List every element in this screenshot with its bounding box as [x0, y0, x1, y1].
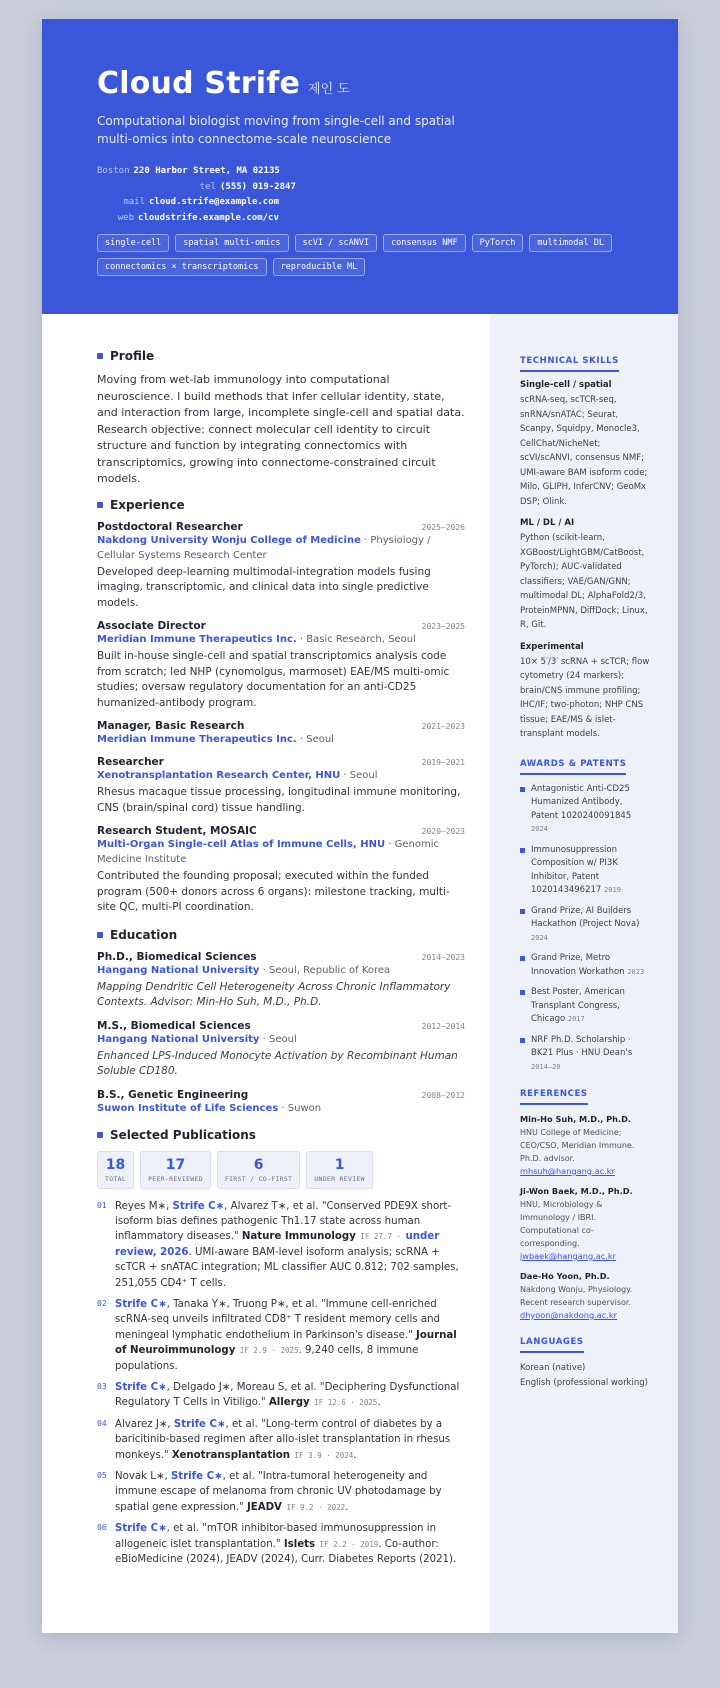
publication-stat: [97, 1151, 134, 1189]
publication-number: 04: [97, 1418, 107, 1428]
entry-title: Ph.D., Biomedical Sciences: [97, 950, 257, 963]
entry-header: [97, 1089, 465, 1101]
reference-affiliation: HNU College of Medicine; CEO/CSO, Meridian Immune. Ph.D. advisor.: [520, 1128, 635, 1163]
skills-list: [520, 380, 650, 742]
award-item: [520, 783, 650, 837]
entry-date: 2019–2021: [421, 758, 465, 767]
entry-date: 2012–2014: [421, 1021, 465, 1031]
award-year: 2023: [627, 967, 645, 976]
journal-name: Nature Immunology: [241, 1231, 356, 1243]
publication-citation: [115, 1469, 465, 1515]
award-item: [520, 844, 650, 898]
impact-factor: IF 12.6 · 2025: [309, 1398, 378, 1408]
award-item: [520, 905, 650, 946]
skill-group-title: Single-cell / spatial: [520, 380, 612, 390]
entry-organization-line: [97, 632, 465, 647]
award-item: [520, 952, 650, 979]
square-bullet-icon: [520, 848, 525, 853]
award-item: [520, 1034, 650, 1075]
entry-location: · Seoul: [340, 770, 378, 781]
entry-location: · Seoul: [296, 734, 334, 745]
reference-name: Ji-Won Baek, M.D., Ph.D.: [520, 1186, 633, 1196]
skill-tag: connectomics × transcriptomics: [97, 258, 267, 276]
award-title: Antagonistic Anti-CD25 Humanized Antibody, Patent 1020240091845: [531, 783, 632, 821]
award-year: 2024: [531, 933, 548, 942]
entry-title: Associate Director: [97, 620, 206, 632]
publication-number: 05: [97, 1471, 107, 1480]
publication-list: [97, 1199, 465, 1568]
entry-title: Researcher: [97, 756, 164, 768]
experience-entry: [97, 825, 465, 916]
entry-title: Postdoctoral Researcher: [97, 520, 243, 533]
skill-tag: multimodal DL: [529, 234, 612, 252]
award-text-block: [531, 905, 650, 946]
square-bullet-icon: [97, 932, 103, 938]
reference-affiliation: HNU, Microbiology & Immunology / IBRI. Computational co-corresponding.: [520, 1200, 603, 1248]
entry-header: [97, 720, 465, 732]
sidebar-heading-skills: TECHNICAL SKILLS: [520, 356, 619, 372]
education-entry: [97, 1089, 465, 1116]
entry-title: Manager, Basic Research: [97, 720, 245, 732]
references-list: [520, 1113, 650, 1322]
publication-number: 02: [97, 1298, 107, 1308]
thesis-title: Mapping Dendritic Cell Heterogeneity Across Chronic Inflammatory Contexts. Advisor: Min-Ho Suh, M.D., Ph.D.: [97, 980, 451, 1008]
entry-organization-line: [97, 1101, 465, 1116]
skill-tags: [97, 234, 617, 276]
citation-note: . Co-author: eBioMedicine (2024), JEADV (2024), Curr. Diabetes Reports (2021).: [115, 1538, 457, 1566]
reference-email-link[interactable]: jwbaek@hangang.ac.kr: [520, 1251, 616, 1261]
korean-name: 제인 도: [308, 82, 350, 97]
entry-description: Contributed the founding proposal; executed within the funded program (500+ donors across 6 organs): milestone tracking, multi-site QC, multi-PI coordination.: [97, 870, 450, 913]
publication-citation: [115, 1417, 465, 1463]
entry-organization: Meridian Immune Therapeutics Inc.: [97, 734, 297, 745]
stat-label: UNDER REVIEW: [314, 1174, 365, 1183]
entry-date: 2020–2023: [421, 827, 465, 836]
entry-organization-line: [97, 837, 465, 867]
citation-body: , Alvarez T∗, et al. "Conserved PDE9X short-isoform bias defines pathogenic Th1.17 state across human inflammatory diseases.": [115, 1200, 452, 1243]
journal-name: Journal of Neuroimmunology: [115, 1329, 457, 1357]
contact-block: [97, 164, 296, 226]
square-bullet-icon: [520, 990, 525, 995]
reference-entry: [520, 1113, 650, 1178]
reference-email-link[interactable]: mhsuh@hangang.ac.kr: [520, 1166, 615, 1176]
coauthors-before: Novak L∗,: [115, 1471, 171, 1482]
section-heading-publications: Selected Publications: [97, 1128, 465, 1142]
thesis-title: Enhanced LPS-Induced Monocyte Activation by Recombinant Human Soluble CD180.: [97, 1049, 458, 1077]
square-bullet-icon: [520, 1038, 525, 1043]
experience-entry: [97, 620, 465, 711]
profile-text: Moving from wet-lab immunology into computational neuroscience. I build methods that infer cellular identity, state, and interaction from large, incomplete single-cell and spatial data. Research objective: connect molecular cell identity to circuit structure and function by integrating connectomics with transcriptomics, growing into connectome-constrained circuit models.: [97, 373, 465, 485]
journal-name: Allergy: [268, 1397, 310, 1409]
contact-mail[interactable]: mail cloud.strife@example.com: [123, 197, 280, 207]
entry-description: Rhesus macaque tissue processing, longitudinal immune monitoring, CNS (brain/spinal cord) tissue handling.: [97, 786, 461, 814]
entry-header: [97, 521, 465, 533]
language-item: English (professional working): [520, 1377, 648, 1388]
entry-organization: Hangang National University: [97, 964, 260, 976]
citation-note: .: [377, 1397, 381, 1409]
reference-email-link[interactable]: dhyoon@nakdong.ac.kr: [520, 1310, 617, 1320]
main-column: [97, 349, 465, 1573]
entry-description: Developed deep-learning multimodal-integration models fusing imaging, transcriptomic, and clinical data into single predictive models.: [97, 565, 431, 609]
skill-group-list: scRNA-seq, scTCR-seq, snRNA/snATAC; Seurat, Scanpy, Squidpy, Monocle3, CellChat/NicheNet; scVI/scANVI, consensus NMF; UMI-aware BAM isoform code; Milo, GLIPH, InferCNV; GeoMx DSP; Olink.: [520, 395, 648, 507]
entry-organization: Suwon Institute of Life Sciences: [97, 1102, 279, 1114]
publication-number: 03: [97, 1381, 107, 1391]
education-entry: [97, 951, 465, 1011]
own-author-name: Strife C∗: [115, 1298, 167, 1310]
reference-name: Min-Ho Suh, M.D., Ph.D.: [520, 1114, 631, 1124]
citation-body: , Tanaka Y∗, Truong P∗, et al. "Immune cell-enriched scRNA-seq unveils infiltrated CD8⁺ T resident memory cells and meningeal lymphatic endothelium in Parkinson's disease.": [115, 1298, 441, 1341]
section-heading-profile: Profile: [97, 349, 465, 363]
entry-description: Built in-house single-cell and spatial transcriptomics analysis code from scratch; led NHP (cynomolgus, marmoset) EAE/MS multi-omic studies; oversaw regulatory documentation for an anti-CD25 humanized-antibody program.: [97, 650, 450, 709]
publication-item: [97, 1380, 465, 1411]
entry-header: [97, 1020, 465, 1032]
citation-note: .: [345, 1501, 349, 1513]
entry-location: · Seoul: [259, 1033, 297, 1045]
entry-header: [97, 620, 465, 632]
award-title: NRF Ph.D. Scholarship · BK21 Plus · HNU Dean's: [531, 1034, 633, 1058]
skill-group-title: ML / DL / AI: [520, 518, 575, 528]
skill-tag: PyTorch: [472, 234, 524, 252]
award-text-block: [531, 844, 650, 898]
citation-body: , et al. "Long-term control of diabetes by a baricitinib-based regimen after allo-islet transplantation in rhesus monkeys.": [115, 1418, 451, 1461]
entry-date: 2025–2026: [421, 522, 465, 532]
publication-item: [97, 1199, 465, 1291]
skill-tag: reproducible ML: [273, 258, 366, 276]
square-bullet-icon: [520, 787, 525, 792]
citation-body: , Delgado J∗, Moreau S, et al. "Deciphering Dysfunctional Regulatory T Cells in Vitiligo.": [115, 1381, 460, 1409]
publication-stat: [217, 1151, 300, 1189]
publication-item: [97, 1469, 465, 1515]
skill-group-title: Experimental: [520, 641, 584, 652]
tagline: Computational biologist moving from single-cell and spatial multi-omics into connectome-scale neuroscience: [97, 114, 455, 146]
award-title: Grand Prize, Metro Innovation Workathon: [531, 953, 625, 977]
entry-title: M.S., Biomedical Sciences: [97, 1019, 251, 1032]
own-author-name: Strife C∗: [172, 1200, 225, 1212]
awards-list: [520, 783, 650, 1075]
stat-label: TOTAL: [105, 1174, 127, 1183]
entry-title: Research Student, MOSAIC: [97, 825, 257, 837]
award-text-block: [531, 986, 650, 1027]
entry-location: · Seoul, Republic of Korea: [259, 964, 391, 976]
experience-entry: [97, 720, 465, 747]
citation-body: , et al. "Intra-tumoral heterogeneity and immune escape of melanoma from chronic UV photodamage by spatial gene expression.": [115, 1471, 442, 1513]
stat-label: FIRST / CO-FIRST: [224, 1174, 293, 1183]
reference-entry: [520, 1270, 650, 1322]
contact-tel: tel (555) 019-2847: [199, 181, 296, 192]
impact-factor: IF 2.9 · 2025: [235, 1346, 299, 1356]
award-title: Grand Prize, AI Builders Hackathon (Project Nova): [531, 905, 640, 929]
education-entry: [97, 1020, 465, 1080]
sidebar: [490, 314, 678, 1633]
square-bullet-icon: [97, 353, 103, 359]
entry-organization-line: [97, 533, 465, 563]
entry-location: · Basic Research, Seoul: [296, 634, 416, 645]
journal-name: Xenotransplantation: [171, 1449, 291, 1461]
contact-web[interactable]: web cloudstrife.example.com/cv: [117, 212, 279, 223]
award-title: Best Poster, American Transplant Congress, Chicago: [531, 987, 625, 1024]
entry-organization: Xenotransplantation Research Center, HNU: [97, 770, 341, 781]
stat-count: 6: [253, 1156, 264, 1173]
entry-organization: Multi-Organ Single-cell Atlas of Immune Cells, HNU: [97, 839, 386, 850]
experience-list: [97, 521, 465, 916]
sidebar-heading-awards: AWARDS & PATENTS: [520, 759, 626, 775]
publication-number: 01: [97, 1200, 107, 1210]
citation-note: . UMI-aware BAM-level isoform analysis; scRNA + scTCR + snATAC integration; ML classifier AUC 0.812; 702 samples, 251,055 CD4⁺ T cells.: [115, 1246, 459, 1289]
own-author-name: Strife C∗: [115, 1523, 167, 1535]
entry-organization: Meridian Immune Therapeutics Inc.: [97, 634, 297, 645]
square-bullet-icon: [520, 956, 525, 961]
entry-organization-line: [97, 768, 465, 783]
publication-item: [97, 1521, 465, 1567]
journal-name: JEADV: [246, 1501, 282, 1513]
entry-organization-line: [97, 963, 465, 978]
education-list: [97, 951, 465, 1116]
name-row: [97, 66, 350, 101]
award-year: 2017: [567, 1015, 585, 1023]
entry-organization-line: [97, 732, 465, 747]
resume-page: [42, 19, 678, 1633]
entry-header: [97, 756, 465, 768]
award-year: 2024: [531, 825, 548, 833]
award-text-block: [531, 1034, 650, 1075]
publication-citation: [115, 1380, 465, 1411]
award-year: 2014–20: [531, 1062, 561, 1071]
contact-address: Boston 220 Harbor Street, MA 02135: [97, 166, 280, 176]
full-name: Cloud Strife: [97, 66, 301, 101]
impact-factor: IF 9.2 · 2022: [281, 1502, 346, 1512]
entry-date: 2021–2023: [421, 722, 465, 731]
publication-item: [97, 1297, 465, 1374]
skill-tag: consensus NMF: [383, 234, 466, 252]
reference-name: Dae-Ho Yoon, Ph.D.: [520, 1271, 610, 1281]
section-heading-education: Education: [97, 928, 465, 942]
sidebar-heading-languages: LANGUAGES: [520, 1337, 584, 1353]
entry-date: 2014–2023: [421, 952, 465, 962]
own-author-name: Strife C∗: [170, 1471, 223, 1482]
publication-stat: [140, 1151, 211, 1189]
reference-entry: [520, 1185, 650, 1263]
entry-location: · Suwon: [278, 1102, 322, 1114]
square-bullet-icon: [520, 909, 525, 914]
skill-group-list: 10× 5′/3′ scRNA + scTCR; flow cytometry (24 markers); brain/CNS immune profiling; IHC/IF; two-photon; NHP CNS tissue; EAE/MS & islet-transplant models.: [520, 656, 650, 739]
reference-affiliation: Nakdong Wonju, Physiology. Recent research supervisor.: [520, 1285, 633, 1307]
entry-date: 2023–2025: [421, 622, 465, 631]
impact-factor: IF 3.9 · 2024: [290, 1450, 354, 1460]
award-text-block: [531, 783, 650, 837]
entry-organization: Nakdong University Wonju College of Medicine: [97, 534, 361, 546]
stat-count: 17: [165, 1156, 186, 1173]
languages-list: [520, 1361, 650, 1390]
section-heading-experience: Experience: [97, 498, 465, 512]
publication-stat: [306, 1151, 373, 1189]
skill-group-list: Python (scikit-learn, XGBoost/LightGBM/CatBoost, PyTorch); AUC-validated classifiers; VAE/GAN/GNN; multimodal DL; AlphaFold2/3, ProteinMPNN, DiffDock; Linux, R, Git.: [520, 533, 648, 630]
stat-label: PEER-REVIEWED: [148, 1174, 203, 1183]
citation-body: , et al. "mTOR inhibitor-based immunosuppression in allogeneic islet transplantation.": [115, 1523, 437, 1550]
square-bullet-icon: [97, 1132, 103, 1138]
publication-citation: [115, 1199, 465, 1291]
citation-note: .: [353, 1449, 357, 1461]
entry-title: B.S., Genetic Engineering: [97, 1088, 249, 1101]
impact-factor: IF 2.2 · 2019: [315, 1539, 379, 1549]
stat-count: 18: [105, 1156, 126, 1173]
sidebar-heading-references: REFERENCES: [520, 1089, 588, 1105]
entry-organization: Hangang National University: [97, 1033, 260, 1045]
own-author-name: Strife C∗: [115, 1381, 167, 1393]
stat-count: 1: [334, 1156, 345, 1173]
skill-tag: spatial multi-omics: [175, 234, 288, 252]
award-text-block: [531, 952, 650, 979]
experience-entry: [97, 756, 465, 816]
sidebar-content: [520, 348, 650, 1390]
award-year: 2019: [604, 886, 621, 894]
experience-entry: [97, 521, 465, 612]
impact-factor: IF 27.7 ·: [355, 1232, 406, 1242]
publication-citation: [115, 1521, 465, 1567]
citation-note: . 9,240 cells, 8 immune populations.: [115, 1345, 419, 1372]
publication-number: 06: [97, 1523, 107, 1533]
award-item: [520, 986, 650, 1027]
publication-item: [97, 1417, 465, 1463]
entry-header: [97, 825, 465, 837]
coauthors-before: Alvarez J∗,: [115, 1418, 174, 1430]
entry-location: · Genomic Medicine Institute: [97, 839, 439, 865]
publication-stats: [97, 1151, 465, 1189]
skill-tag: scVI / scANVI: [295, 234, 378, 252]
resume-header: [42, 19, 678, 314]
entry-header: [97, 951, 465, 963]
square-bullet-icon: [97, 502, 103, 508]
journal-name: Islets: [283, 1538, 316, 1550]
publication-citation: [115, 1297, 465, 1374]
entry-organization-line: [97, 1032, 465, 1047]
entry-date: 2008–2012: [421, 1090, 465, 1100]
coauthors-before: Reyes M∗,: [115, 1200, 173, 1212]
skill-tag: single-cell: [97, 234, 169, 252]
review-status: under review, 2026: [115, 1231, 440, 1258]
entry-location: · Physiology / Cellular Systems Research Center: [97, 534, 431, 561]
award-title: Immunosuppression Composition w/ PI3K Inhibitor, Patent 1020143496217: [531, 844, 618, 895]
language-item: Korean (native): [520, 1363, 586, 1373]
own-author-name: Strife C∗: [173, 1418, 226, 1430]
